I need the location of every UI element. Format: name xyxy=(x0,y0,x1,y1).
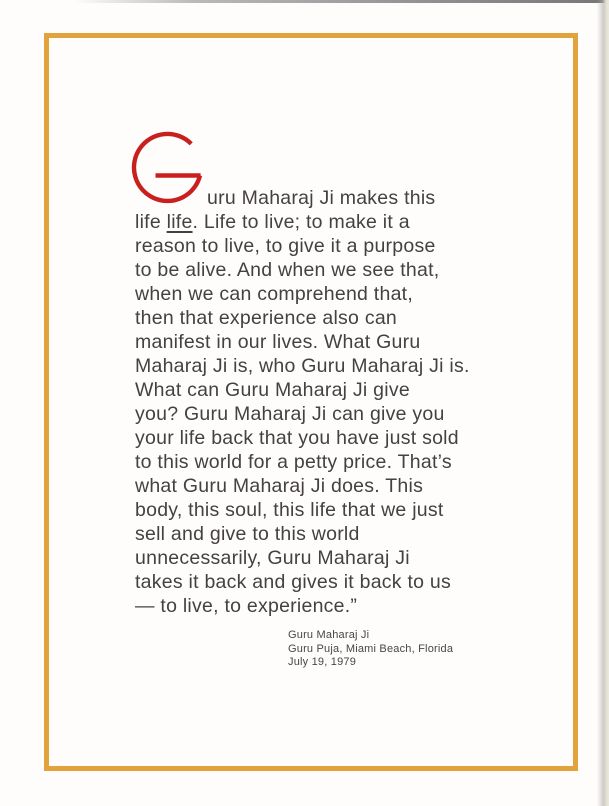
quote-line: when we can comprehend that, xyxy=(135,283,414,305)
quote-line: body, this soul, this life that we just xyxy=(135,499,444,521)
quote-line: you? Guru Maharaj Ji can give you xyxy=(135,403,445,425)
attribution-block xyxy=(288,629,453,670)
quote-underlined-word: life xyxy=(166,211,193,233)
quote-line: Maharaj Ji is, who Guru Maharaj Ji is. xyxy=(135,355,470,377)
quote-line: what Guru Maharaj Ji does. This xyxy=(135,475,424,497)
quote-line-2-pre: life xyxy=(135,211,167,233)
attribution-event: Guru Puja, Miami Beach, Florida xyxy=(288,642,454,655)
quote-line: unnecessarily, Guru Maharaj Ji xyxy=(135,547,410,569)
quote-line: takes it back and gives it back to us xyxy=(135,571,451,593)
quote-line: then that experience also can xyxy=(135,307,398,329)
quote-line xyxy=(135,210,525,234)
scan-edge-right xyxy=(597,0,609,806)
quote-line: — to live, to experience.” xyxy=(135,595,358,617)
quote-line: What can Guru Maharaj Ji give xyxy=(135,379,410,401)
attribution-name: Guru Maharaj Ji xyxy=(288,629,370,641)
quote-line: to this world for a petty price. That’s xyxy=(135,451,452,473)
quote-line-1-text: uru Maharaj Ji makes this xyxy=(207,187,436,209)
scan-edge-top xyxy=(0,0,609,3)
quote-line: manifest in our lives. What Guru xyxy=(135,331,421,353)
quote-line xyxy=(135,186,525,210)
quote-line-2-post: . Life to live; to make it a xyxy=(192,211,410,233)
quote-line: to be alive. And when we see that, xyxy=(135,259,440,281)
quote-text-block xyxy=(135,186,525,618)
quote-line: reason to live, to give it a purpose xyxy=(135,235,436,257)
quote-line: sell and give to this world xyxy=(135,523,360,545)
attribution-date: July 19, 1979 xyxy=(288,656,357,668)
quote-line: your life back that you have just sold xyxy=(135,427,459,449)
